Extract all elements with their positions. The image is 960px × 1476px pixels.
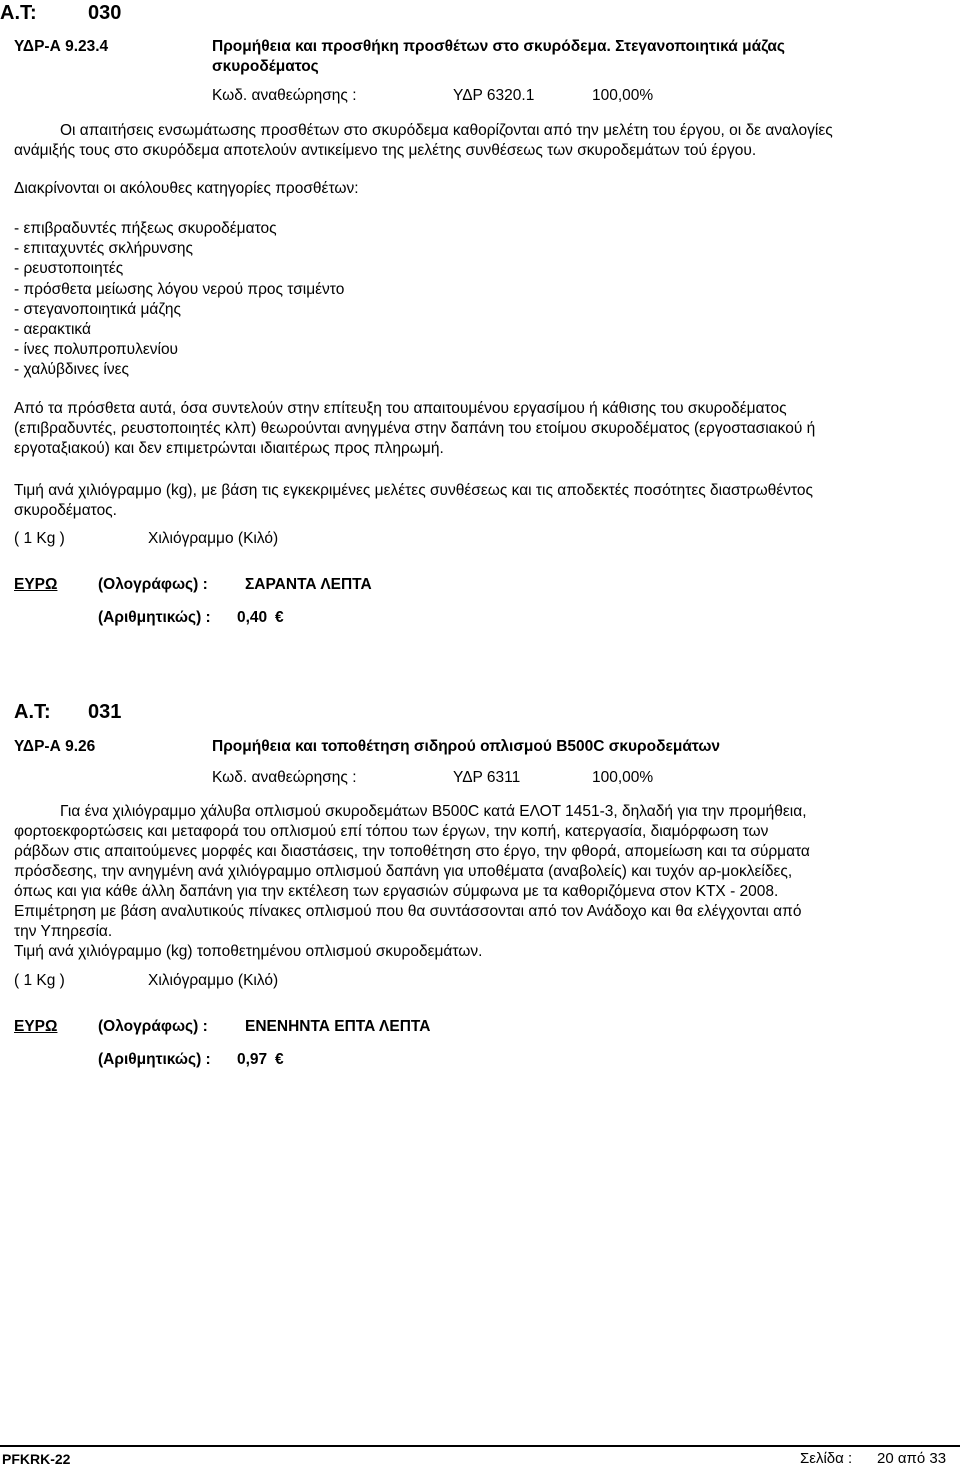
list-item: - ρευστοποιητές — [14, 260, 124, 278]
euro-sign-icon: € — [275, 1051, 284, 1068]
list-item: - επιβραδυντές πήξεως σκυροδέματος — [14, 220, 277, 237]
footer-page-label: Σελίδα : — [800, 1450, 853, 1467]
item-030-categories-list — [14, 219, 344, 381]
item-030-revision-percent: 100,00% — [592, 87, 654, 104]
item-030-code: ΥΔΡ-Α 9.23.4 — [14, 38, 109, 55]
item-031-code: ΥΔΡ-Α 9.26 — [14, 738, 96, 755]
item-030-para3-line2: σκυροδέματος. — [14, 502, 117, 519]
item-031-revision-code: ΥΔΡ 6311 — [453, 769, 521, 786]
item-030-unit-code: ( 1 Kg ) — [14, 530, 65, 547]
footer-doc-code: PFKRK-22 — [2, 1451, 71, 1467]
item-031-numeric-value: 0,97 — [237, 1051, 268, 1068]
list-item: - πρόσθετα μείωσης λόγου νερού προς τσιμέντο — [14, 280, 345, 298]
list-item: - αερακτικά — [14, 321, 91, 339]
item-030-para2-line2: (επιβραδυντές, ρευστοποιητές κλπ) θεωρούνται ανηγμένα στην δαπάνη του ετοίμου σκυροδέματος (εργοστασιακού ή — [14, 420, 816, 437]
item-030-words-value: ΣΑΡΑΝΤΑ ΛΕΠΤΑ — [245, 576, 372, 593]
item-031-desc-line1: Για ένα χιλιόγραμμο χάλυβα οπλισμού σκυροδεμάτων B500C κατά ΕΛΟΤ 1451-3, δηλαδή για την προμήθεια, — [60, 803, 807, 820]
item-031-revision-label: Κωδ. αναθεώρησης : — [212, 769, 357, 786]
footer-page-number: 20 από 33 — [877, 1450, 947, 1467]
item-031-desc-line6: Επιμέτρηση με βάση αναλυτικούς πίνακες οπλισμού που θα συντάσσονται από τον Ανάδοχο και θα ελέγχονται από — [14, 903, 802, 920]
list-item: - ίνες πολυπροπυλενίου — [14, 341, 179, 359]
item-030-intro-line2: ανάμιξής τους στο σκυρόδεμα αποτελούν αντικείμενο της μελέτης συνθέσεως των σκυροδεμάτων τού έργου. — [14, 142, 757, 159]
euro-sign-icon: € — [275, 609, 284, 626]
item-030-revision-label: Κωδ. αναθεώρησης : — [212, 87, 357, 104]
item-031-at-prefix: Α.Τ: — [14, 701, 51, 723]
item-031-desc-line2: φορτοεκφορτώσεις και μεταφορά του οπλισμού επί τόπου των έργων, την κοπή, κατεργασία, διαμόρφωση των — [14, 823, 769, 840]
item-031-unit-code: ( 1 Kg ) — [14, 972, 65, 989]
item-030-numeric-value: 0,40 — [237, 609, 268, 626]
item-031-desc-line4: πρόσδεσης, την ανηγμένη ανά χιλιόγραμμο οπλισμού δαπάνη για υποθέματα (αναβολείς) και τυχόν αρ-μοκλείδες, — [14, 863, 793, 880]
item-030-words-label: (Ολογράφως) : — [98, 576, 208, 593]
item-031-numeric-label: (Αριθμητικώς) : — [98, 1051, 211, 1068]
item-030-intro-line1: Οι απαιτήσεις ενσωμάτωσης προσθέτων στο σκυρόδεμα καθορίζονται από την μελέτη του έργου, οι δε αναλογίες — [60, 122, 833, 139]
item-030-title-line2: σκυροδέματος — [212, 58, 319, 75]
item-030-categories-heading: Διακρίνονται οι ακόλουθες κατηγορίες προσθέτων: — [14, 180, 359, 197]
item-031-currency: ΕΥΡΩ — [14, 1018, 58, 1035]
list-item: - επιταχυντές σκλήρυνσης — [14, 240, 193, 258]
item-030-title-line1: Προμήθεια και προσθήκη προσθέτων στο σκυρόδεμα. Στεγανοποιητικά μάζας — [212, 38, 785, 55]
item-030-numeric-label: (Αριθμητικώς) : — [98, 609, 211, 626]
item-030-currency: ΕΥΡΩ — [14, 576, 58, 593]
item-030-at-number: 030 — [88, 2, 122, 24]
item-031-at-number: 031 — [88, 701, 122, 723]
item-030-para2-line1: Από τα πρόσθετα αυτά, όσα συντελούν στην επίτευξη του απαιτουμένου εργασίμου ή κάθισης του σκυροδέματος — [14, 400, 787, 417]
item-031-words-label: (Ολογράφως) : — [98, 1018, 208, 1035]
footer-divider — [0, 1445, 960, 1447]
item-031-desc-line7: την Υπηρεσία. — [14, 923, 113, 940]
item-030-at-prefix: Α.Τ: — [0, 2, 37, 24]
item-031-desc-line5: όπως και για κάθε άλλη δαπάνη για την εκτέλεση των εργασιών σύμφωνα με τα καθοριζόμενα στον ΚΤΧ - 2008. — [14, 883, 779, 900]
item-031-words-value: ΕΝΕΝΗΝΤΑ ΕΠΤΑ ΛΕΠΤΑ — [245, 1018, 431, 1035]
item-031-revision-percent: 100,00% — [592, 769, 654, 786]
list-item: - στεγανοποιητικά μάζης — [14, 300, 182, 318]
item-030-unit-name: Χιλιόγραμμο (Κιλό) — [148, 530, 279, 547]
item-031-desc-line8: Τιμή ανά χιλιόγραμμο (kg) τοποθετημένου οπλισμού σκυροδεμάτων. — [14, 943, 483, 960]
item-031-unit-name: Χιλιόγραμμο (Κιλό) — [148, 972, 279, 989]
item-030-revision-code: ΥΔΡ 6320.1 — [453, 87, 535, 104]
item-031-title: Προμήθεια και τοποθέτηση σιδηρού οπλισμού B500C σκυροδεμάτων — [212, 738, 721, 755]
list-item: - χαλύβδινες ίνες — [14, 361, 130, 379]
item-030-para2-line3: εργοταξιακού) και δεν επιμετρώνται ιδιαιτέρως προς πληρωμή. — [14, 440, 444, 457]
item-030-para3-line1: Τιμή ανά χιλιόγραμμο (kg), με βάση τις εγκεκριμένες μελέτες συνθέσεως και τις αποδεκτές ποσότητες διαστρωθέντος — [14, 482, 813, 499]
item-031-desc-line3: ράβδων στις απαιτούμενες μορφές και διαστάσεις, την τοποθέτηση στο έργο, την φθορά, απομείωση και τα σύρματα — [14, 843, 810, 860]
